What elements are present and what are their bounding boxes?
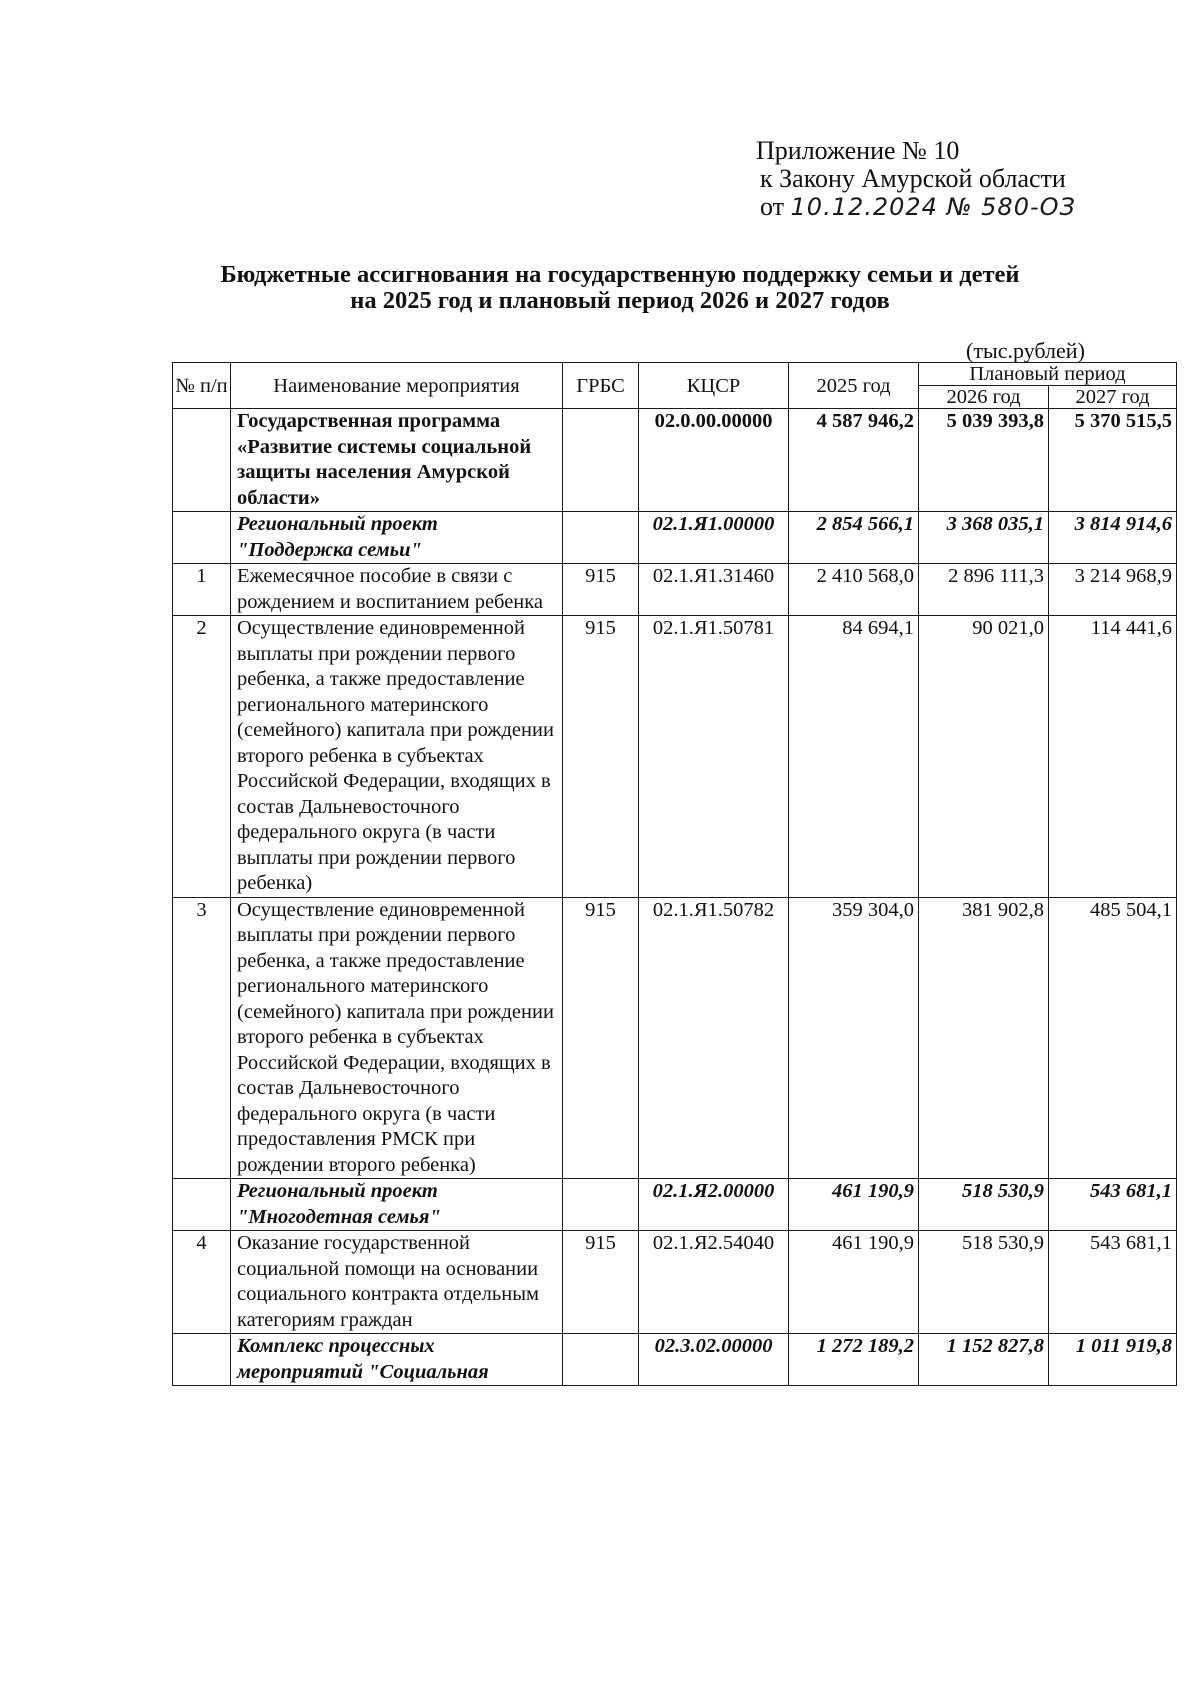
cell-kcsr: 02.3.02.00000 xyxy=(639,1334,789,1386)
table-row xyxy=(173,1334,1177,1386)
cell-kcsr: 02.1.Я1.50782 xyxy=(639,897,789,1179)
table-row xyxy=(173,1179,1177,1231)
cell-2026: 518 530,9 xyxy=(919,1231,1049,1334)
cell-name: Региональный проект "Поддержка семьи" xyxy=(231,512,563,564)
cell-grbs: 915 xyxy=(563,1231,639,1334)
cell-2025: 4 587 946,2 xyxy=(789,409,919,512)
cell-kcsr: 02.0.00.00000 xyxy=(639,409,789,512)
cell-grbs xyxy=(563,1334,639,1386)
table-row xyxy=(173,1231,1177,1334)
cell-name: Оказание государственной социальной помощи на основании социального контракта отдельным категориям граждан xyxy=(231,1231,563,1334)
cell-name: Осуществление единовременной выплаты при рождении первого ребенка, а также предоставление регионального материнского (семейного) капитала при рождении второго ребенка в субъектах Российской Федерации, входящих в состав Дальневосточного федерального округа (в части выплаты при рождении первого ребенка) xyxy=(231,616,563,898)
cell-kcsr: 02.1.Я1.50781 xyxy=(639,616,789,898)
cell-2027: 485 504,1 xyxy=(1049,897,1177,1179)
header-grbs: ГРБС xyxy=(563,363,639,409)
cell-2027: 543 681,1 xyxy=(1049,1179,1177,1231)
cell-grbs: 915 xyxy=(563,564,639,616)
unit-label: (тыс.рублей) xyxy=(966,338,1085,363)
cell-num xyxy=(173,512,231,564)
appendix-date xyxy=(756,193,1076,221)
cell-num xyxy=(173,1179,231,1231)
cell-name: Государственная программа «Развитие системы социальной защиты населения Амурской области» xyxy=(231,409,563,512)
cell-grbs: 915 xyxy=(563,616,639,898)
table-row xyxy=(173,512,1177,564)
cell-2025: 84 694,1 xyxy=(789,616,919,898)
cell-2026: 1 152 827,8 xyxy=(919,1334,1049,1386)
header-kcsr: КЦСР xyxy=(639,363,789,409)
cell-grbs xyxy=(563,512,639,564)
table-row xyxy=(173,564,1177,616)
header-name: Наименование мероприятия xyxy=(231,363,563,409)
title-line-2: на 2025 год и плановый период 2026 и 2027 годов xyxy=(350,287,890,314)
cell-grbs: 915 xyxy=(563,897,639,1179)
cell-2025: 2 410 568,0 xyxy=(789,564,919,616)
cell-kcsr: 02.1.Я2.54040 xyxy=(639,1231,789,1334)
appendix-law: к Закону Амурской области xyxy=(760,164,1066,193)
table-row xyxy=(173,616,1177,898)
table-row xyxy=(173,897,1177,1179)
date-prefix: от xyxy=(760,192,785,221)
header-2026: 2026 год xyxy=(919,386,1049,409)
cell-num: 3 xyxy=(173,897,231,1179)
cell-name: Региональный проект "Многодетная семья" xyxy=(231,1179,563,1231)
cell-2026: 90 021,0 xyxy=(919,616,1049,898)
cell-2026: 5 039 393,8 xyxy=(919,409,1049,512)
cell-2025: 359 304,0 xyxy=(789,897,919,1179)
cell-name: Ежемесячное пособие в связи с рождением и воспитанием ребенка xyxy=(231,564,563,616)
cell-2027: 5 370 515,5 xyxy=(1049,409,1177,512)
cell-2027: 3 214 968,9 xyxy=(1049,564,1177,616)
header-num: № п/п xyxy=(173,363,231,409)
header-row-1 xyxy=(173,363,1177,386)
cell-kcsr: 02.1.Я2.00000 xyxy=(639,1179,789,1231)
document-title xyxy=(120,262,1120,314)
header-planned-period: Плановый период xyxy=(919,363,1177,386)
cell-2027: 543 681,1 xyxy=(1049,1231,1177,1334)
cell-2026: 3 368 035,1 xyxy=(919,512,1049,564)
cell-num: 4 xyxy=(173,1231,231,1334)
cell-2026: 381 902,8 xyxy=(919,897,1049,1179)
header-2027: 2027 год xyxy=(1049,386,1177,409)
cell-num xyxy=(173,409,231,512)
cell-grbs xyxy=(563,409,639,512)
cell-2025: 1 272 189,2 xyxy=(789,1334,919,1386)
cell-2025: 461 190,9 xyxy=(789,1231,919,1334)
cell-grbs xyxy=(563,1179,639,1231)
cell-2027: 3 814 914,6 xyxy=(1049,512,1177,564)
cell-2025: 2 854 566,1 xyxy=(789,512,919,564)
budget-table xyxy=(172,362,1177,1386)
title-line-1: Бюджетные ассигнования на государственную поддержку семьи и детей xyxy=(220,261,1020,288)
handwritten-date-number: 10.12.2024 № 580-ОЗ xyxy=(790,193,1076,221)
cell-2026: 2 896 111,3 xyxy=(919,564,1049,616)
cell-num: 1 xyxy=(173,564,231,616)
cell-name: Осуществление единовременной выплаты при рождении первого ребенка, а также предоставление регионального материнского (семейного) капитала при рождении второго ребенка в субъектах Российской Федерации, входящих в состав Дальневосточного федерального округа (в части предоставления РМСК при рождении второго ребенка) xyxy=(231,897,563,1179)
cell-num: 2 xyxy=(173,616,231,898)
cell-kcsr: 02.1.Я1.31460 xyxy=(639,564,789,616)
cell-2027: 114 441,6 xyxy=(1049,616,1177,898)
table-row xyxy=(173,409,1177,512)
cell-2026: 518 530,9 xyxy=(919,1179,1049,1231)
cell-name: Комплекс процессных мероприятий "Социальная xyxy=(231,1334,563,1386)
cell-kcsr: 02.1.Я1.00000 xyxy=(639,512,789,564)
header-2025: 2025 год xyxy=(789,363,919,409)
cell-num xyxy=(173,1334,231,1386)
cell-2027: 1 011 919,8 xyxy=(1049,1334,1177,1386)
appendix-number: Приложение № 10 xyxy=(756,136,960,165)
cell-2025: 461 190,9 xyxy=(789,1179,919,1231)
appendix-header xyxy=(756,137,1076,221)
